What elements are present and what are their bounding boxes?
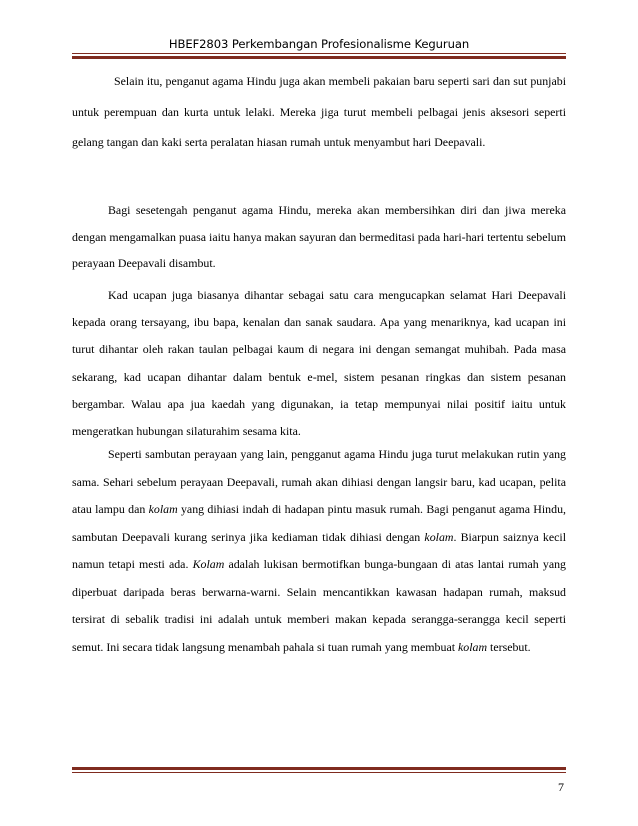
kolam-term: kolam (148, 502, 178, 516)
paragraph-4 (72, 441, 566, 661)
paragraph-4-text: . Biarpun saiznya kecil namun tetapi mesti ada. (72, 529, 566, 571)
paragraph-2: Bagi sesetengah penganut agama Hindu, mereka akan membersihkan diri dan jiwa mereka dengan mengamalkan puasa iaitu hanya makan sayuran dan bermeditasi pada hari-hari tertentu sebelum perayaan Deepavali disambut. (72, 203, 566, 271)
page-number: 7 (558, 780, 564, 794)
paragraph-4-text: tersebut. (487, 639, 531, 654)
kolam-term: Kolam (192, 557, 225, 571)
footer-rule-thick (72, 767, 566, 770)
footer-rule-thin (72, 772, 566, 773)
header-rule-thin (72, 53, 566, 54)
paragraph-1: Selain itu, penganut agama Hindu juga akan membeli pakaian baru seperti sari dan sut punjabi untuk perempuan dan kurta untuk lelaki. Mereka jiga turut membeli pelbagai jenis aksesori seperti gelang tangan dan kaki serta peralatan hiasan rumah untuk menyambut hari Deepavali. (72, 74, 566, 149)
paragraph-4-text: adalah lukisan bermotifkan bunga-bungaan di atas lantai rumah yang diperbuat daripada beras berwarna-warni. Selain mencantikkan kawasan hadapan rumah, maksud tersirat di sebalik tradisi ini adalah untuk memberi makan kepada serangga-serangga kecil seperti semut. Ini secara tidak langsung menambah pahala si tuan rumah yang membuat (72, 557, 566, 654)
running-header: HBEF2803 Perkembangan Profesionalisme Keguruan (168, 37, 470, 51)
kolam-term: kolam (424, 529, 454, 544)
paragraph-3: Kad ucapan juga biasanya dihantar sebagai satu cara mengucapkan selamat Hari Deepavali kepada orang tersayang, ibu bapa, kenalan dan sanak saudara. Apa yang menariknya, kad ucapan ini turut dihantar oleh rakan taulan pelbagai kaum di negara ini dengan semangat muhibah. Pada masa sekarang, kad ucapan dihantar dalam bentuk e-mel, sistem pesanan ringkas dan sistem pesanan bergambar. Walau apa jua kaedah yang digunakan, ia tetap mempunyai nilai positif iaitu untuk mengeratkan hubungan silaturahim sesama kita. (72, 288, 566, 439)
paragraph-4-text: Seperti sambutan perayaan yang lain, pengganut agama Hindu juga turut melakukan rutin yang sama. Sehari sebelum perayaan Deepavali, rumah akan dihiasi dengan langsir baru, kad ucapan, pelita atau lampu dan (72, 447, 566, 516)
header-rule-thick (72, 56, 566, 59)
kolam-term: kolam (458, 639, 488, 654)
paragraph-4-text: yang dihiasi indah di hadapan pintu masuk rumah. Bagi penganut agama Hindu, sambutan Deepavali kurang serinya jika kediaman tidak dihiasi dengan (72, 502, 566, 544)
